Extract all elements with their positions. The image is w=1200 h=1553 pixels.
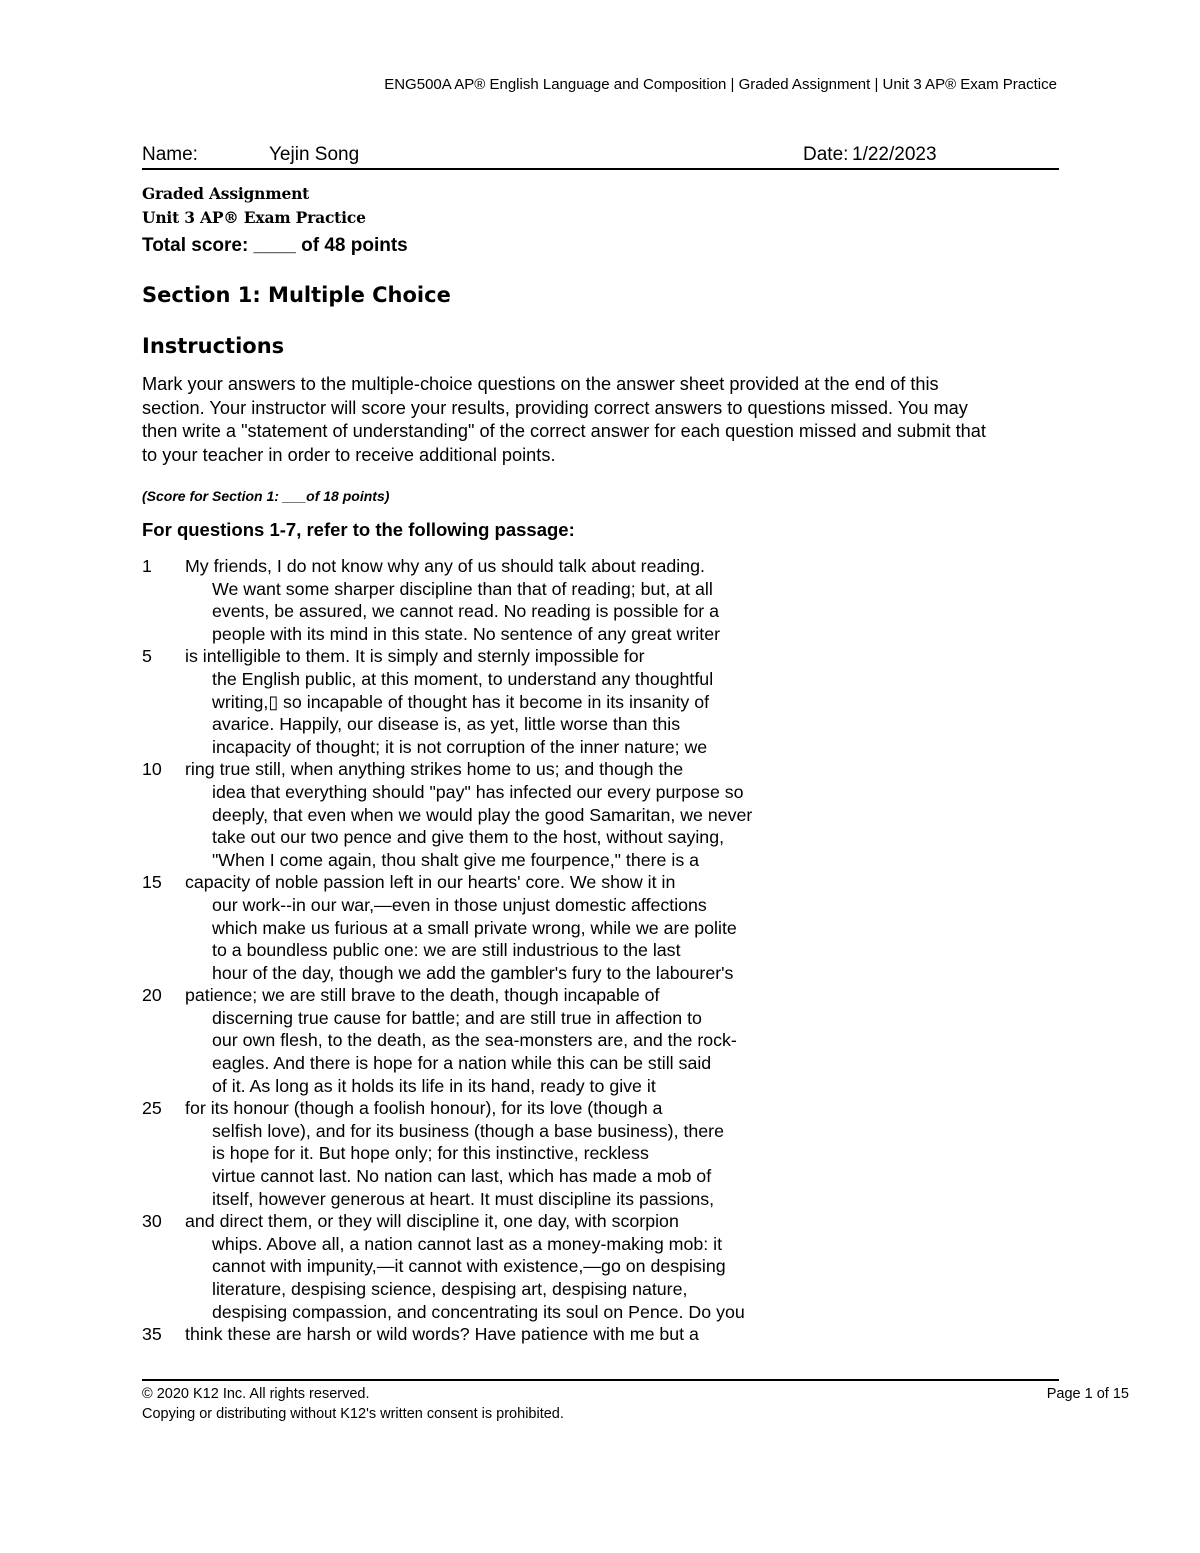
passage-line <box>142 1120 842 1143</box>
line-text: "When I come again, thou shalt give me fourpence," there is a <box>212 849 700 870</box>
passage-line <box>142 713 842 736</box>
line-text: literature, despising science, despising art, despising nature, <box>212 1279 688 1299</box>
reading-passage <box>142 555 842 1346</box>
line-text: patience; we are still brave to the death, though incapable of <box>185 985 660 1006</box>
passage-line <box>142 804 842 827</box>
line-number: 30 <box>142 1211 162 1232</box>
passage-line <box>142 1007 842 1030</box>
line-text: for its honour (though a foolish honour), for its love (though a <box>185 1098 663 1119</box>
line-text: our work--in our war,—even in those unjust domestic affections <box>212 894 707 915</box>
assignment-type-label: Graded Assignment <box>142 184 310 203</box>
line-text: eagles. And there is hope for a nation while this can be still said <box>212 1053 712 1074</box>
copyright-notice: © 2020 K12 Inc. All rights reserved. <box>142 1386 370 1402</box>
line-text: despising compassion, and concentrating its soul on Pence. Do you <box>212 1301 745 1322</box>
passage-line <box>142 668 842 691</box>
line-number: 1 <box>142 556 152 576</box>
line-text: think these are harsh or wild words? Have patience with me but a <box>185 1324 699 1345</box>
passage-line <box>142 1210 842 1233</box>
line-number: 20 <box>142 985 162 1006</box>
passage-line <box>142 984 842 1007</box>
line-text: which make us furious at a small private wrong, while we are polite <box>212 917 737 938</box>
line-text: ring true still, when anything strikes home to us; and though the <box>185 759 684 780</box>
line-text: people with its mind in this state. No sentence of any great writer <box>212 623 721 644</box>
passage-line <box>142 1255 842 1278</box>
line-text: and direct them, or they will discipline it, one day, with scorpion <box>185 1211 679 1232</box>
line-text: deeply, that even when we would play the good Samaritan, we never <box>212 804 753 825</box>
line-number: 35 <box>142 1324 162 1345</box>
passage-line <box>142 917 842 940</box>
instructions-line: then write a "statement of understanding" of the correct answer for each question missed and submit that <box>142 421 986 441</box>
line-text: idea that everything should "pay" has infected our every purpose so <box>212 781 744 802</box>
line-text: is intelligible to them. It is simply and sternly impossible for <box>185 646 645 667</box>
passage-line <box>142 781 842 804</box>
passage-line <box>142 1301 842 1324</box>
name-value: Yejin Song <box>269 144 360 165</box>
page-number: Page 1 of 15 <box>1046 1386 1129 1402</box>
line-text: whips. Above all, a nation cannot last as a money-making mob: it <box>212 1233 723 1254</box>
instructions-line: section. Your instructor will score your results, providing correct answers to questions missed. You may <box>142 397 968 418</box>
line-text: events, be assured, we cannot read. No reading is possible for a <box>212 601 720 622</box>
name-label: Name: <box>142 144 198 165</box>
instructions-heading: Instructions <box>142 334 285 358</box>
passage-line <box>142 1052 842 1075</box>
passage-line <box>142 600 842 623</box>
instructions-line: Mark your answers to the multiple-choice questions on the answer sheet provided at the end of this <box>142 374 939 394</box>
copy-restriction-notice: Copying or distributing without K12's written consent is prohibited. <box>142 1406 564 1422</box>
passage-line <box>142 1029 842 1052</box>
line-text: the English public, at this moment, to understand any thoughtful <box>212 668 714 689</box>
line-text: writing,▯ so incapable of thought has it become in its insanity of <box>212 691 710 712</box>
passage-line <box>142 894 842 917</box>
page-header: ENG500A AP® English Language and Composition | Graded Assignment | Unit 3 AP® Exam Practice <box>384 76 1057 93</box>
passage-line <box>142 1278 842 1301</box>
line-text: avarice. Happily, our disease is, as yet, little worse than this <box>212 714 681 735</box>
line-text: is hope for it. But hope only; for this instinctive, reckless <box>212 1143 649 1164</box>
line-text: our own flesh, to the death, as the sea-monsters are, and the rock- <box>212 1030 737 1051</box>
passage-line <box>142 645 842 668</box>
line-text: of it. As long as it holds its life in its hand, ready to give it <box>212 1075 656 1096</box>
passage-line <box>142 1142 842 1165</box>
section-score: (Score for Section 1: ___of 18 points) <box>142 488 390 504</box>
passage-line <box>142 555 842 578</box>
section-title: Section 1: Multiple Choice <box>142 283 451 307</box>
name-date-row <box>142 142 1059 170</box>
line-text: virtue cannot last. No nation can last, which has made a mob of <box>212 1166 712 1187</box>
line-text: selfish love), and for its business (though a base business), there <box>212 1120 724 1141</box>
unit-label: Unit 3 AP® Exam Practice <box>142 208 366 227</box>
passage-line <box>142 758 842 781</box>
passage-line <box>142 1075 842 1098</box>
passage-line <box>142 1323 842 1346</box>
passage-line <box>142 939 842 962</box>
passage-line <box>142 1165 842 1188</box>
passage-line <box>142 578 842 601</box>
passage-line <box>142 1233 842 1256</box>
line-text: hour of the day, though we add the gambler's fury to the labourer's <box>212 962 734 983</box>
passage-line <box>142 871 842 894</box>
line-text: to a boundless public one: we are still industrious to the last <box>212 940 681 961</box>
line-number: 15 <box>142 872 162 893</box>
passage-line <box>142 849 842 872</box>
line-text: incapacity of thought; it is not corruption of the inner nature; we <box>212 736 708 757</box>
passage-line <box>142 1097 842 1120</box>
date-value: 1/22/2023 <box>852 144 937 165</box>
instructions-line: to your teacher in order to receive additional points. <box>142 444 556 465</box>
line-text: We want some sharper discipline than that of reading; but, at all <box>212 578 713 599</box>
footer-divider <box>142 1379 1059 1381</box>
line-number: 5 <box>142 646 152 667</box>
line-number: 10 <box>142 759 162 780</box>
line-text: capacity of noble passion left in our hearts' core. We show it in <box>185 872 676 893</box>
passage-line <box>142 736 842 759</box>
line-text: take out our two pence and give them to the host, without saying, <box>212 827 725 848</box>
line-text: cannot with impunity,—it cannot with existence,—go on despising <box>212 1256 726 1277</box>
line-number: 25 <box>142 1098 162 1119</box>
passage-line <box>142 691 842 714</box>
instructions-body <box>142 373 1072 467</box>
line-text: discerning true cause for battle; and are still true in affection to <box>212 1007 702 1028</box>
passage-line <box>142 1188 842 1211</box>
date-label: Date: <box>803 144 849 165</box>
assignment-type-block <box>142 182 366 230</box>
passage-prompt: For questions 1-7, refer to the following passage: <box>142 519 575 540</box>
passage-line <box>142 962 842 985</box>
line-text: My friends, I do not know why any of us should talk about reading. <box>185 556 705 576</box>
passage-line <box>142 623 842 646</box>
line-text: itself, however generous at heart. It must discipline its passions, <box>212 1188 715 1209</box>
total-score: Total score: ____ of 48 points <box>142 235 408 256</box>
passage-line <box>142 826 842 849</box>
